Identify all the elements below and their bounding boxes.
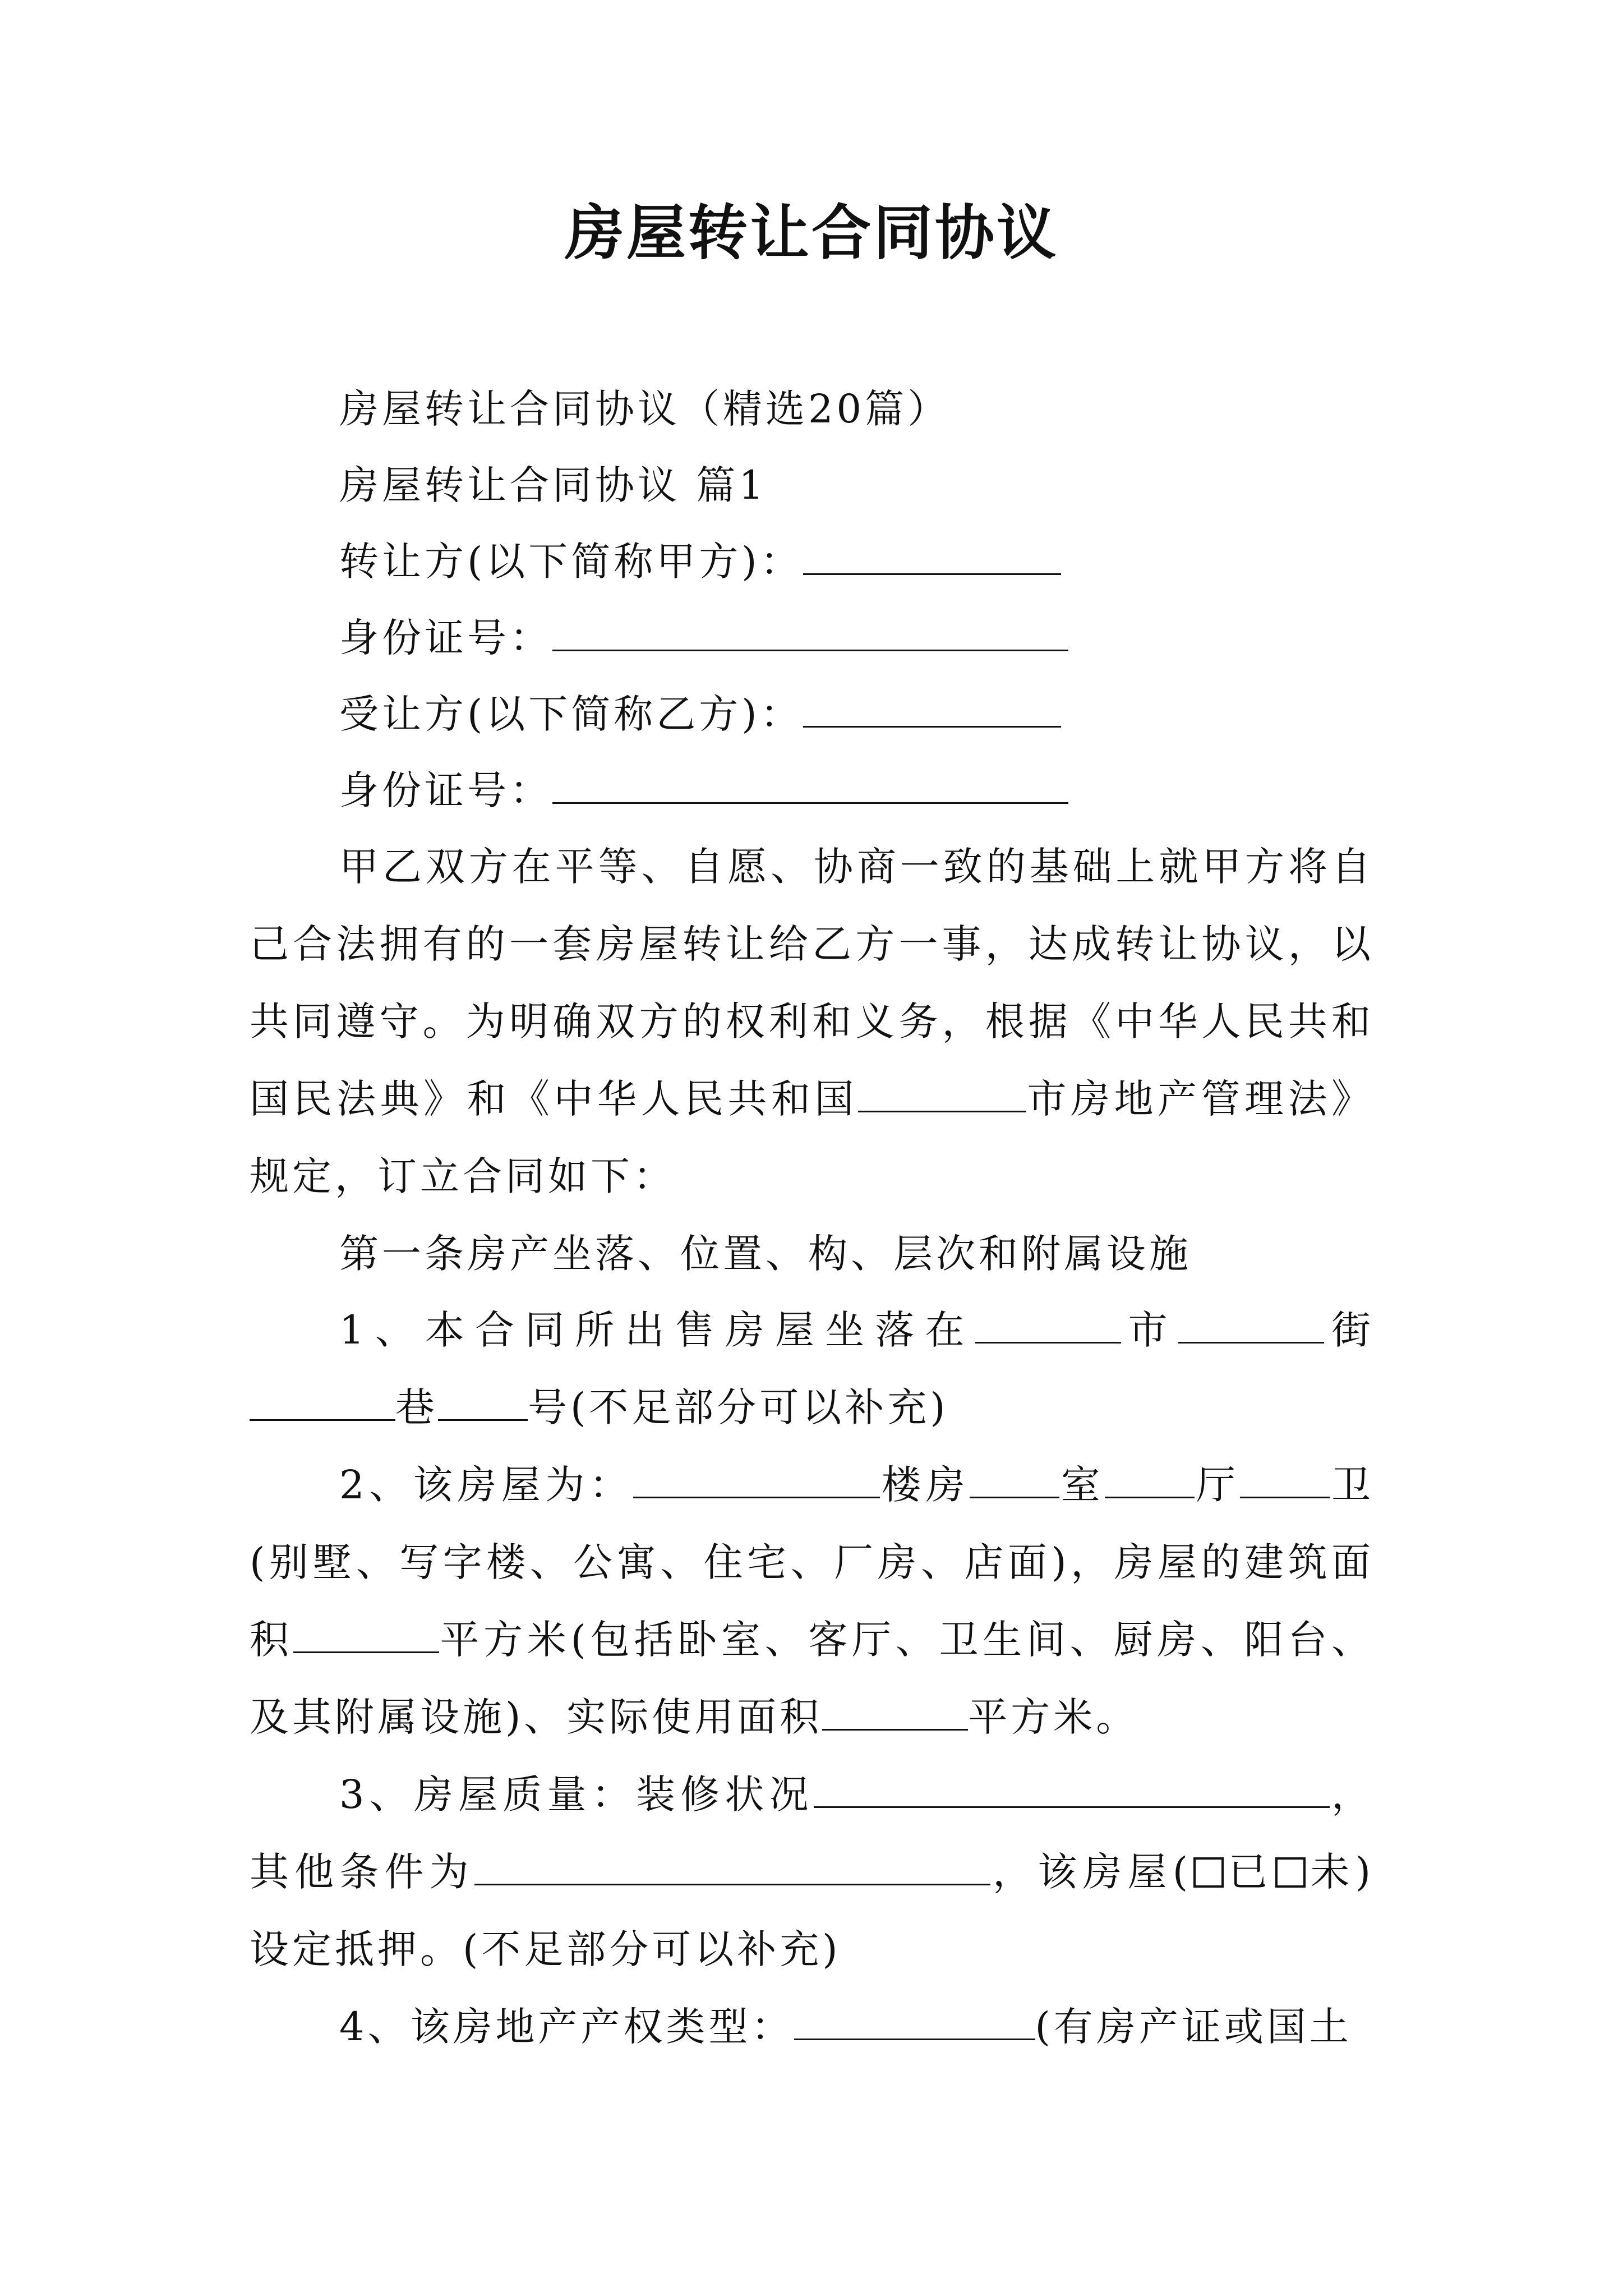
item-4-text: 4、该房地产产权类型：: [339, 2004, 794, 2050]
document-title: 房屋转让合同协议: [565, 197, 1058, 268]
intro-text-2: 市房地产管理法》规定，订立合同如下：: [250, 1076, 1374, 1199]
mortgage-yes-checkbox: [1193, 1857, 1224, 1888]
section-heading: 房屋转让合同协议 篇1: [339, 462, 767, 508]
item-2-bath-text: 卫(别墅、写字楼、公寓、住宅、厂房、店面)，房屋的建筑面积: [250, 1462, 1375, 1663]
transferor-label: 转让方(以下简称甲方)：: [339, 539, 803, 585]
intro-city-blank: [858, 1076, 1026, 1112]
article-1-title: 第一条房产坐落、位置、构、层次和附属设施: [339, 1231, 1192, 1277]
item-3-house-text: ，该房屋(: [990, 1849, 1192, 1895]
item-4-end-text: (有房产证或国土: [1035, 2004, 1352, 2050]
mortgage-no-checkbox: [1275, 1857, 1306, 1888]
item-1-street-label: 街: [1324, 1307, 1374, 1353]
document-subtitle: 房屋转让合同协议（精选20篇）: [339, 386, 951, 432]
transferee-id-line: [250, 752, 1374, 829]
transferee-id-label: 身份证号：: [339, 767, 552, 813]
item-2-building-label: 楼房: [880, 1462, 970, 1508]
item-2-room-label: 室: [1059, 1462, 1105, 1508]
transferee-line: [250, 675, 1374, 753]
transferor-id-label: 身份证号：: [339, 615, 552, 661]
intro-text-1: 甲乙双方在平等、自愿、协商一致的基础上就甲方将自己合法拥有的一套房屋转让给乙方一事，达成转让协议，以共同遵守。为明确双方的权利和义务，根据《中华人民共和国民法典》和《中华人民共和国: [250, 844, 1374, 1122]
item-3-no-label: 未): [1308, 1849, 1375, 1895]
item-2-area-blank: [293, 1617, 439, 1653]
item-2-text: 2、该房屋为：: [339, 1462, 634, 1508]
item-4-blank: [794, 2004, 1035, 2040]
item-1-city-label: 市: [1121, 1307, 1178, 1353]
item-1-text: 1、本合同所出售房屋坐落在: [339, 1307, 975, 1353]
item-2-usage-blank: [822, 1694, 968, 1731]
item-3-decor-blank: [814, 1772, 1330, 1808]
item-1-blank-d: [438, 1384, 528, 1421]
item-2-end-text: 平方米。: [968, 1694, 1139, 1740]
item-2-hall-label: 厅: [1195, 1462, 1241, 1508]
item-3-comma: ，: [1329, 1772, 1375, 1818]
item-1-blank-b: [1178, 1307, 1324, 1343]
transferor-line: [250, 523, 1374, 600]
item-2-paragraph: [250, 1446, 1374, 1756]
item-3-other-label: 其他条件为: [250, 1849, 474, 1895]
item-3-text: 3、房屋质量：装修状况: [339, 1772, 814, 1818]
item-3-yes-label: 已: [1226, 1849, 1274, 1895]
transferor-blank: [803, 539, 1061, 575]
item-3-paragraph: [250, 1756, 1374, 1988]
item-1-lane-label: 巷: [395, 1384, 438, 1430]
item-1-number-label: 号(不足部分可以补充): [528, 1384, 949, 1430]
item-1-paragraph: [250, 1291, 1374, 1446]
transferee-blank: [803, 691, 1061, 728]
item-1-blank-a: [975, 1307, 1121, 1343]
item-2-area-text: 平方米(包括卧室、客厅、卫生间、厨房、阳台、及其附属设施)、实际使用面积: [250, 1617, 1375, 1740]
intro-paragraph: [250, 828, 1374, 1215]
item-2-blank-a: [633, 1462, 880, 1498]
item-3-other-blank: [474, 1849, 990, 1885]
item-3-end-text: 设定抵押。(不足部分可以补充): [250, 1926, 841, 1972]
item-2-blank-c: [1105, 1462, 1195, 1498]
transferee-label: 受让方(以下简称乙方)：: [339, 691, 803, 737]
item-2-blank-d: [1240, 1462, 1330, 1498]
item-1-blank-c: [250, 1384, 395, 1421]
item-4-paragraph: [250, 1988, 1374, 2065]
transferor-id-line: [250, 599, 1374, 677]
item-2-blank-b: [970, 1462, 1059, 1498]
transferee-id-blank: [552, 767, 1068, 804]
transferor-id-blank: [552, 615, 1068, 651]
